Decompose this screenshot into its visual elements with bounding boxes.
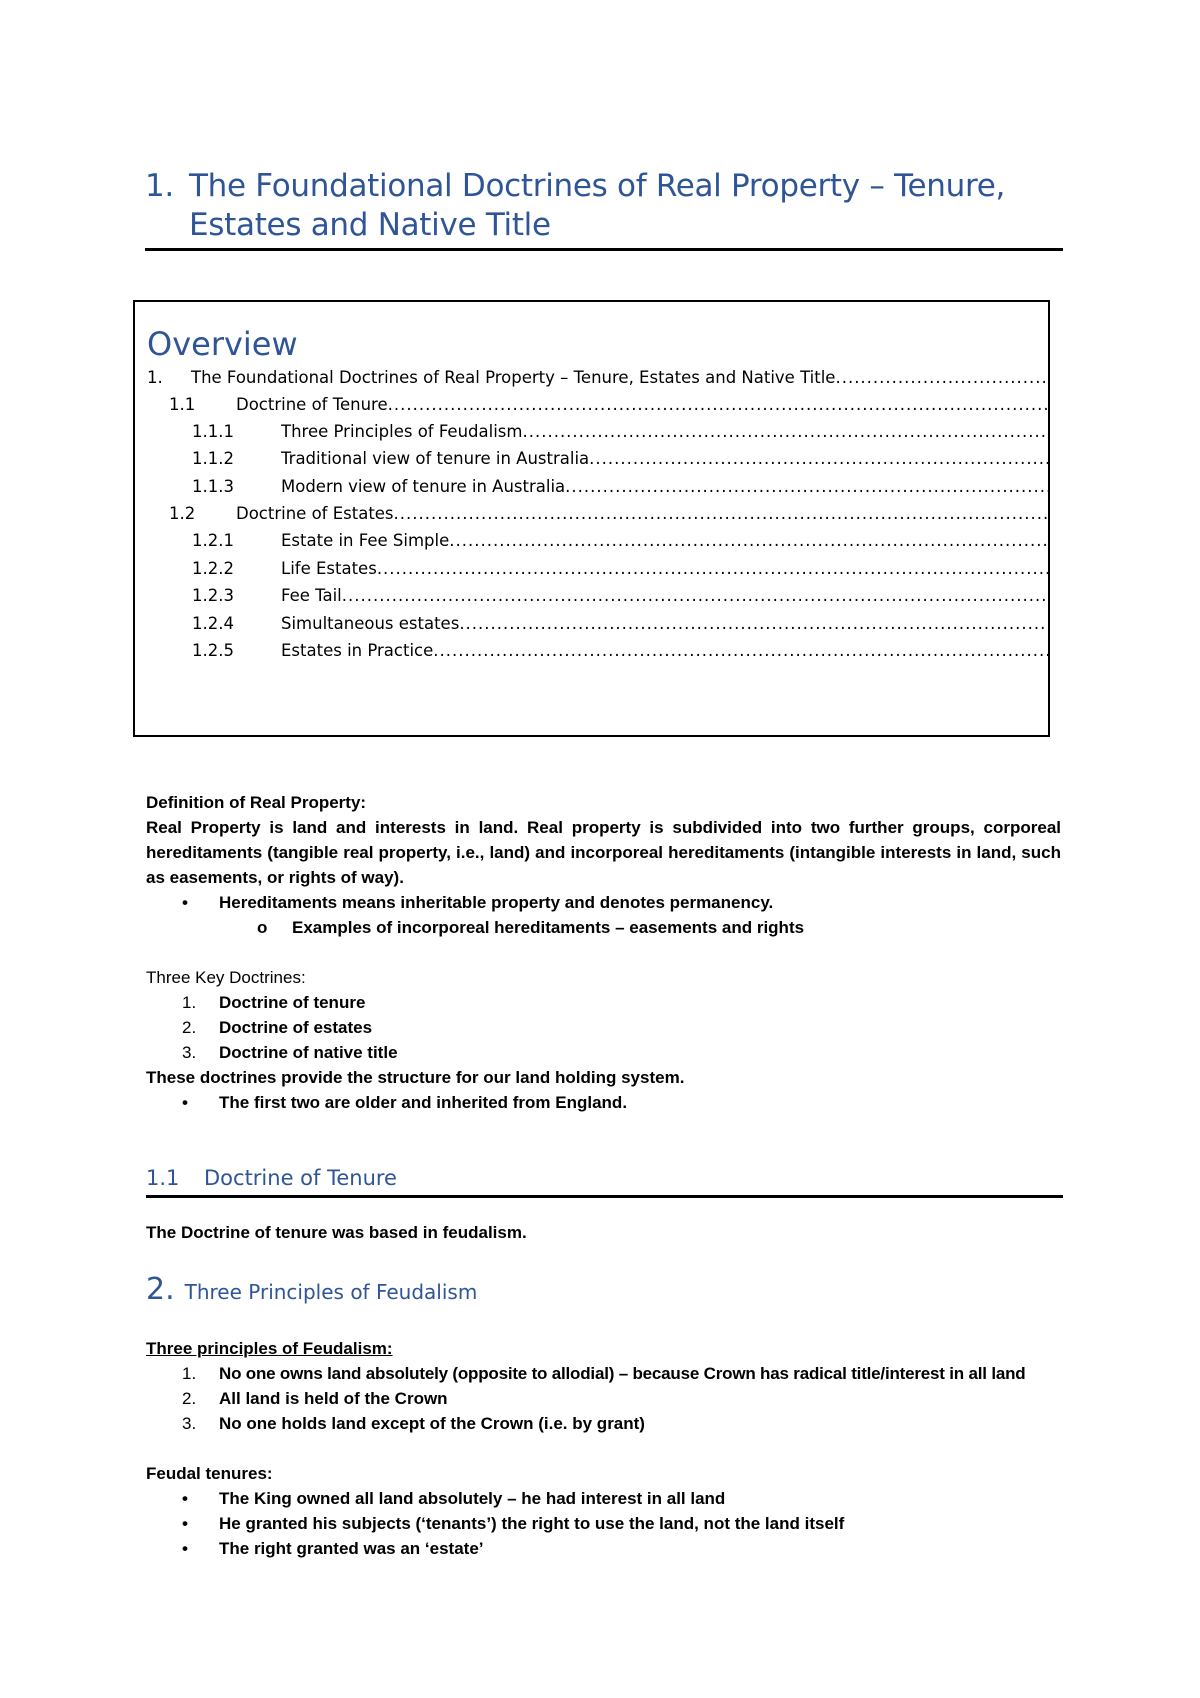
toc-title: Overview — [147, 325, 298, 363]
key-doctrine-item: Doctrine of estates — [219, 1018, 373, 1037]
toc-entry-number: 1.1.1 — [192, 422, 234, 441]
principle-item: All land is held of the Crown — [219, 1389, 448, 1408]
main-heading-title: The Foundational Doctrines of Real Property – Tenure, Estates and Native Title — [189, 168, 1006, 243]
toc-entry-label: The Foundational Doctrines of Real Property – Tenure, Estates and Native Title — [191, 368, 836, 387]
list-number: 1. — [182, 1364, 197, 1383]
heading-rule — [145, 248, 1063, 251]
principle-item: No one owns land absolutely (opposite to allodial) – because Crown has radical title/interest in all land — [219, 1364, 1026, 1383]
feudal-tenures-heading: Feudal tenures: — [146, 1464, 273, 1483]
toc-leader — [433, 639, 1048, 663]
section-heading-2 — [146, 1273, 477, 1311]
toc-entry-label: Fee Tail — [281, 586, 342, 605]
section-number: 2. — [146, 1272, 175, 1307]
bullet-marker: • — [182, 1093, 188, 1112]
toc-entry[interactable] — [147, 393, 1048, 417]
toc-entry-number: 1.1.2 — [192, 449, 234, 468]
toc-entry-label: Modern view of tenure in Australia — [281, 477, 566, 496]
toc-entry-number: 1. — [147, 368, 163, 387]
toc-entry-number: 1.1.3 — [192, 477, 234, 496]
toc-entry-label: Doctrine of Estates — [236, 504, 394, 523]
toc-leader — [394, 502, 1048, 526]
list-number: 3. — [182, 1414, 197, 1433]
toc-entry-label: Three Principles of Feudalism — [281, 422, 523, 441]
toc-entry-label: Traditional view of tenure in Australia — [281, 449, 590, 468]
toc-entry[interactable] — [147, 447, 1048, 471]
toc-entry-number: 1.2.1 — [192, 531, 234, 550]
toc-leader — [377, 557, 1048, 581]
feudal-tenure-item: The King owned all land absolutely – he had interest in all land — [219, 1489, 726, 1508]
sub-bullet-marker: o — [257, 918, 268, 937]
toc-entry-label: Life Estates — [281, 559, 377, 578]
list-number: 2. — [182, 1018, 197, 1037]
main-heading-number: 1. — [145, 168, 174, 204]
toc-entry[interactable] — [147, 502, 1048, 526]
toc-leader — [589, 447, 1048, 471]
toc-entry[interactable] — [147, 366, 1048, 390]
toc-entry-number: 1.2.4 — [192, 614, 234, 633]
key-doctrines-after: These doctrines provide the structure for our land holding system. — [146, 1068, 685, 1087]
toc-entry-number: 1.2.5 — [192, 641, 234, 660]
key-doctrine-item: Doctrine of native title — [219, 1043, 398, 1062]
toc-leader — [459, 612, 1048, 636]
bullet-marker: • — [182, 893, 188, 912]
toc-leader — [522, 420, 1048, 444]
definition-sub-bullet: Examples of incorporeal hereditaments – easements and rights — [292, 918, 805, 937]
section-rule — [146, 1195, 1063, 1198]
toc-entry[interactable] — [147, 557, 1048, 581]
toc-leader — [835, 366, 1048, 390]
list-number: 2. — [182, 1389, 197, 1408]
toc-leader — [565, 475, 1048, 499]
principles-heading: Three principles of Feudalism: — [146, 1339, 393, 1358]
key-doctrines-bullet: The first two are older and inherited from England. — [219, 1093, 628, 1112]
definition-heading: Definition of Real Property: — [146, 793, 367, 812]
toc-box — [133, 300, 1050, 737]
toc-entry[interactable] — [147, 529, 1048, 553]
key-doctrines-heading: Three Key Doctrines: — [146, 968, 306, 987]
toc-leader — [388, 393, 1048, 417]
section-heading-1-1 — [146, 1164, 397, 1192]
definition-bullet: Hereditaments means inheritable property and denotes permanency. — [219, 893, 774, 912]
toc-entry-label: Estate in Fee Simple — [281, 531, 450, 550]
toc-entry-number: 1.2.3 — [192, 586, 234, 605]
section-title: Three Principles of Feudalism — [184, 1280, 478, 1304]
toc-entry-label: Simultaneous estates — [281, 614, 460, 633]
list-number: 3. — [182, 1043, 197, 1062]
main-heading — [145, 167, 1065, 245]
feudal-tenure-item: He granted his subjects (‘tenants’) the right to use the land, not the land itself — [219, 1514, 845, 1533]
feudal-tenure-item: The right granted was an ‘estate’ — [219, 1539, 484, 1558]
principle-item: No one holds land except of the Crown (i.e. by grant) — [219, 1414, 645, 1433]
section-number: 1.1 — [146, 1166, 180, 1190]
bullet-marker: • — [182, 1489, 188, 1508]
definition-paragraph: Real Property is land and interests in land. Real property is subdivided into two further groups, corporeal hereditaments (tangible real property, i.e., land) and incorporeal hereditaments (intangible interests in land, such as easements, or rights of way). — [146, 818, 1061, 887]
bullet-marker: • — [182, 1514, 188, 1533]
section-title: Doctrine of Tenure — [204, 1166, 397, 1190]
toc-entry-label: Estates in Practice — [281, 641, 434, 660]
list-number: 1. — [182, 993, 197, 1012]
toc-entry-number: 1.1 — [169, 395, 196, 414]
toc-entry[interactable] — [147, 584, 1048, 608]
toc-entry[interactable] — [147, 612, 1048, 636]
key-doctrine-item: Doctrine of tenure — [219, 993, 366, 1012]
bullet-marker: • — [182, 1539, 188, 1558]
toc-entry[interactable] — [147, 639, 1048, 663]
toc-leader — [449, 529, 1048, 553]
toc-entry-label: Doctrine of Tenure — [236, 395, 388, 414]
toc-entry[interactable] — [147, 420, 1048, 444]
section-1-1-text: The Doctrine of tenure was based in feudalism. — [146, 1223, 527, 1242]
toc-entry-number: 1.2.2 — [192, 559, 234, 578]
toc-leader — [342, 584, 1048, 608]
toc-entry-number: 1.2 — [169, 504, 196, 523]
toc-entry[interactable] — [147, 475, 1048, 499]
